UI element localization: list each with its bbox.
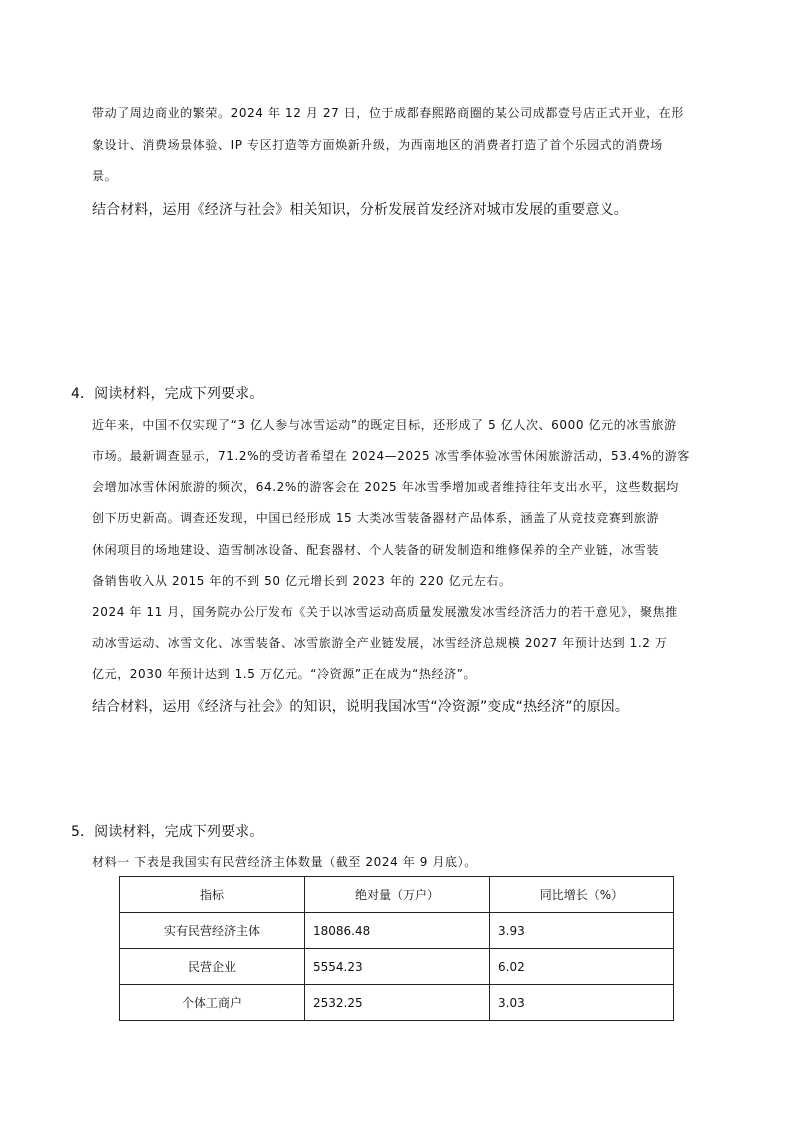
table-header-row xyxy=(120,877,674,913)
table-cell-absolute: 18086.48 xyxy=(305,913,490,949)
q5-heading: 5．阅读材料，完成下列要求。 xyxy=(71,824,264,840)
table-header-growth: 同比增长（%） xyxy=(490,877,674,913)
private-economy-table xyxy=(119,876,674,1021)
table-cell-indicator: 民营企业 xyxy=(120,949,305,985)
q4-para1-line-4: 创下历史新高。调查还发现，中国已经形成 15 大类冰雪装备器材产品体系，涵盖了从竞技竞赛到旅游 xyxy=(92,511,660,525)
q4-para2-line-2: 动冰雪运动、冰雪文化、冰雪装备、冰雪旅游全产业链发展，冰雪经济总规模 2027 年预计达到 1.2 万 xyxy=(92,636,668,650)
q4-heading: 4．阅读材料，完成下列要求。 xyxy=(71,386,264,402)
intro-line-1: 带动了周边商业的繁荣。2024 年 12 月 27 日，位于成都春熙路商圈的某公司成都壹号店正式开业，在形 xyxy=(92,106,684,120)
q4-para2-line-1: 2024 年 11 月，国务院办公厅发布《关于以冰雪运动高质量发展激发冰雪经济活力的若干意见》，聚焦推 xyxy=(92,605,678,619)
table-cell-indicator: 实有民营经济主体 xyxy=(120,913,305,949)
table-cell-growth: 6.02 xyxy=(490,949,674,985)
table-row xyxy=(120,949,674,985)
q5-material-label: 材料一 下表是我国实有民营经济主体数量（截至 2024 年 9 月底）。 xyxy=(92,855,477,869)
intro-question: 结合材料，运用《经济与社会》相关知识，分析发展首发经济对城市发展的重要意义。 xyxy=(92,202,628,218)
table-cell-absolute: 2532.25 xyxy=(305,985,490,1021)
q4-para2-line-3: 亿元，2030 年预计达到 1.5 万亿元。“冷资源”正在成为“热经济”。 xyxy=(92,667,477,681)
q4-para1-line-6: 备销售收入从 2015 年的不到 50 亿元增长到 2023 年的 220 亿元左右。 xyxy=(92,574,512,588)
intro-line-3: 景。 xyxy=(92,169,118,183)
q4-para1-line-3: 会增加冰雪休闲旅游的频次，64.2%的游客会在 2025 年冰雪季增加或者维持往年支出水平，这些数据均 xyxy=(92,480,679,494)
q4-para1-line-2: 市场。最新调查显示，71.2%的受访者希望在 2024—2025 冰雪季体验冰雪休闲旅游活动，53.4%的游客 xyxy=(92,449,690,463)
table-header-indicator: 指标 xyxy=(120,877,305,913)
table-cell-indicator: 个体工商户 xyxy=(120,985,305,1021)
intro-line-2: 象设计、消费场景体验、IP 专区打造等方面焕新升级，为西南地区的消费者打造了首个乐园式的消费场 xyxy=(92,138,663,152)
table-row xyxy=(120,913,674,949)
table-cell-growth: 3.03 xyxy=(490,985,674,1021)
q4-question: 结合材料，运用《经济与社会》的知识，说明我国冰雪“冷资源”变成“热经济”的原因。 xyxy=(92,699,630,715)
q4-para1-line-1: 近年来，中国不仅实现了“3 亿人参与冰雪运动”的既定目标，还形成了 5 亿人次、6000 亿元的冰雪旅游 xyxy=(92,418,677,432)
table-cell-absolute: 5554.23 xyxy=(305,949,490,985)
table-row xyxy=(120,985,674,1021)
table-header-absolute: 绝对量（万户） xyxy=(305,877,490,913)
q4-para1-line-5: 休闲项目的场地建设、造雪制冰设备、配套器材、个人装备的研发制造和维修保养的全产业链，冰雪装 xyxy=(92,543,660,557)
table-cell-growth: 3.93 xyxy=(490,913,674,949)
